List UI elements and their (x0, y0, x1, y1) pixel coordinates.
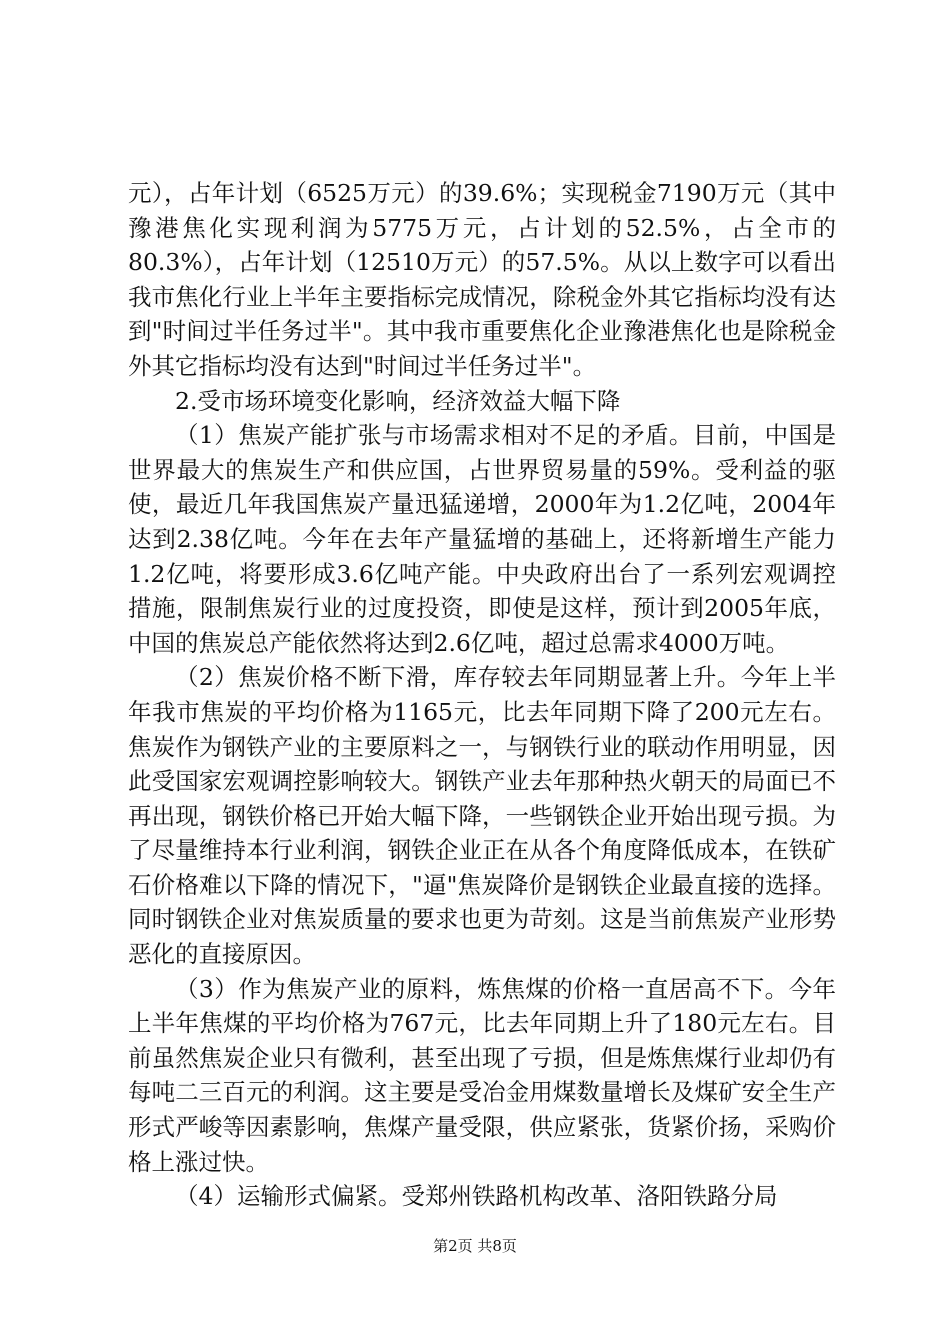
page-number-footer: 第2页 共8页 (433, 1237, 517, 1255)
paragraph-item-1: （1）焦炭产能扩张与市场需求相对不足的矛盾。目前，中国是世界最大的焦炭生产和供应国，占世界贸易量的59%。受利益的驱使，最近几年我国焦炭产量迅猛递增，2000年为1.2亿吨，2004年达到2.38亿吨。今年在去年产量猛增的基础上，还将新增生产能力1.2亿吨，将要形成3.6亿吨产能。中央政府出台了一系列宏观调控措施，限制焦炭行业的过度投资，即使是这样，预计到2005年底，中国的焦炭总产能依然将达到2.6亿吨，超过总需求4000万吨。 (128, 421, 836, 657)
paragraph-item-3: （3）作为焦炭产业的原料，炼焦煤的价格一直居高不下。今年上半年焦煤的平均价格为767元，比去年同期上升了180元左右。目前虽然焦炭企业只有微利，甚至出现了亏损，但是炼焦煤行业却仍有每吨二三百元的利润。这主要是受冶金用煤数量增长及煤矿安全生产形式严峻等因素影响，焦煤产量受限，供应紧张，货紧价扬，采购价格上涨过快。 (128, 974, 836, 1176)
paragraph-item-2: （2）焦炭价格不断下滑，库存较去年同期显著上升。今年上半年我市焦炭的平均价格为1165元，比去年同期下降了200元左右。焦炭作为钢铁产业的主要原料之一，与钢铁行业的联动作用明显，因此受国家宏观调控影响较大。钢铁产业去年那种热火朝天的局面已不再出现，钢铁价格已开始大幅下降，一些钢铁企业开始出现亏损。为了尽量维持本行业利润，钢铁企业正在从各个角度降低成本，在铁矿石价格难以下降的情况下，"逼"焦炭降价是钢铁企业最直接的选择。同时钢铁企业对焦炭质量的要求也更为苛刻。这是当前焦炭产业形势恶化的直接原因。 (128, 663, 836, 969)
paragraph-continuation: 元），占年计划（6525万元）的39.6%；实现税金7190万元（其中豫港焦化实现利润为5775万元，占计划的52.5%，占全市的80.3%），占年计划（12510万元）的57.5%。从以上数字可以看出我市焦化行业上半年主要指标完成情况，除税金外其它指标均没有达到"时间过半任务过半"。其中我市重要焦化企业豫港焦化也是除税金外其它指标均没有达到"时间过半任务过半"。 (128, 179, 836, 380)
paragraph-item-4: （4）运输形式偏紧。受郑州铁路机构改革、洛阳铁路分局 (175, 1182, 778, 1211)
section-heading: 2.受市场环境变化影响，经济效益大幅下降 (175, 386, 621, 415)
document-body (128, 176, 836, 1214)
